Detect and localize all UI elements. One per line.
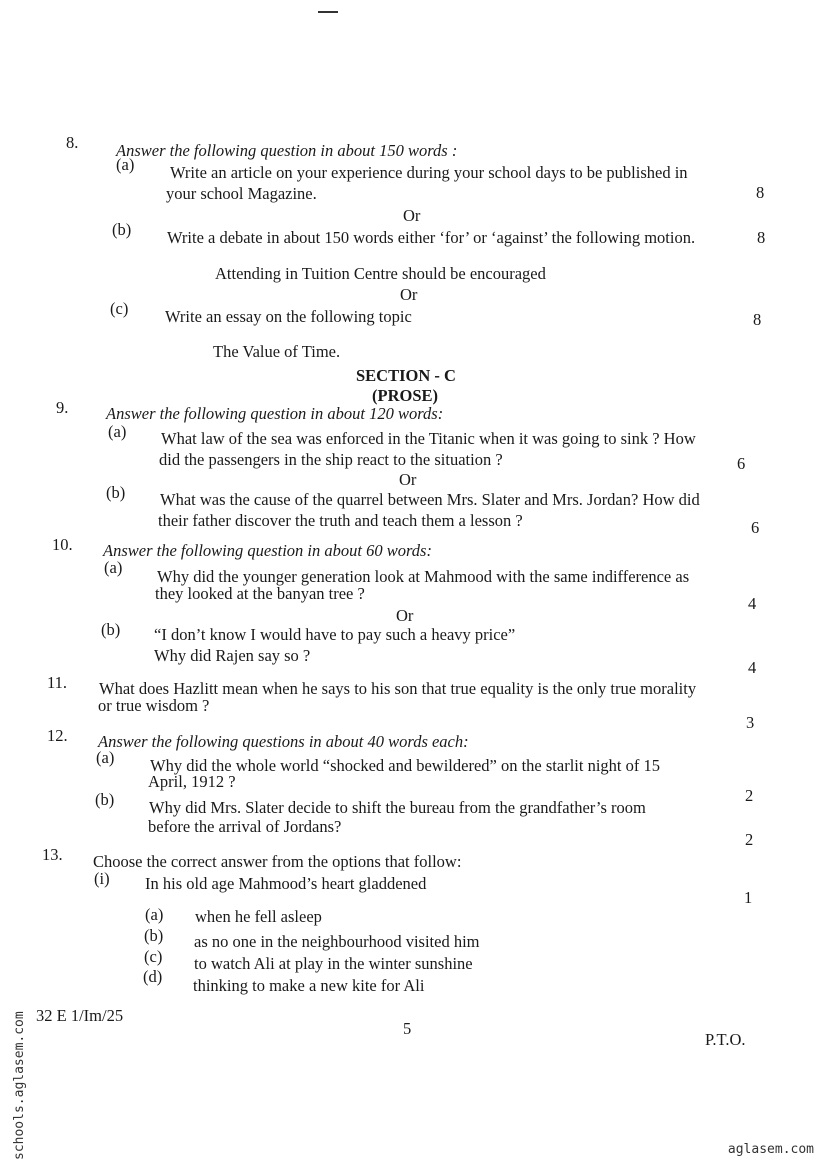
option-label: (c) [110,299,129,318]
essay-topic: The Value of Time. [213,342,341,361]
question-text: they looked at the banyan tree ? [155,584,365,603]
question-text: Choose the correct answer from the options that follow: [93,852,462,871]
question-instruction: Answer the following question in about 60 words: [103,541,432,560]
question-text: What does Hazlitt mean when he says to his son that true equality is the only true morality [99,679,697,698]
question-number: 10. [52,535,73,554]
option-label: (b) [95,790,115,809]
option-label: (b) [106,483,126,502]
question-text: In his old age Mahmood’s heart gladdened [145,874,427,893]
or-divider: Or [396,606,414,625]
side-watermark: schools.aglasem.com [12,1011,27,1160]
question-number: 9. [56,398,69,417]
question-text: did the passengers in the ship react to the situation ? [159,450,503,469]
option-text: thinking to make a new kite for Ali [193,976,425,995]
question-instruction: Answer the following questions in about 40 words each: [98,732,469,751]
marks: 4 [748,594,757,613]
question-text: Write an article on your experience during your school days to be published in [170,163,688,182]
option-label: (a) [104,558,123,577]
option-label: (i) [94,869,110,888]
question-text: or true wisdom ? [98,696,210,715]
question-text: Why did the whole world “shocked and bewildered” on the starlit night of 15 [150,756,660,775]
marks: 4 [748,658,757,677]
question-text: “I don’t know I would have to pay such a heavy price” [154,625,516,644]
pto-label: P.T.O. [705,1030,746,1049]
corner-watermark: aglasem.com [727,1142,814,1157]
option-label: (c) [144,947,163,966]
section-title: SECTION - C [356,366,456,385]
option-label: (d) [143,967,163,986]
marks: 6 [737,454,746,473]
or-divider: Or [403,206,421,225]
marks: 2 [745,830,754,849]
question-number: 12. [47,726,68,745]
debate-motion: Attending in Tuition Centre should be encouraged [215,264,546,283]
option-text: when he fell asleep [195,907,322,926]
question-instruction: Answer the following question in about 150 words : [116,141,458,160]
marks: 2 [745,786,754,805]
question-text: April, 1912 ? [148,772,236,791]
question-number: 8. [66,133,79,152]
marks: 1 [744,888,753,907]
paper-code: 32 E 1/Im/25 [36,1006,124,1025]
question-instruction: Answer the following question in about 120 words: [106,404,444,423]
question-number: 13. [42,845,63,864]
option-label: (b) [144,926,164,945]
top-mark [318,11,338,13]
marks: 8 [753,310,762,329]
option-label: (b) [101,620,121,639]
marks: 8 [756,183,765,202]
question-text: Write a debate in about 150 words either ‘for’ or ‘against’ the following motion. [167,228,696,247]
marks: 6 [751,518,760,537]
question-text: What was the cause of the quarrel between Mrs. Slater and Mrs. Jordan? How did [160,490,700,509]
option-label: (a) [96,748,115,767]
question-text: What law of the sea was enforced in the Titanic when it was going to sink ? How [161,429,696,448]
question-text: Why did Mrs. Slater decide to shift the bureau from the grandfather’s room [149,798,646,817]
option-label: (a) [145,905,164,924]
question-number: 11. [47,673,68,692]
question-text: before the arrival of Jordans? [148,817,342,836]
option-text: to watch Ali at play in the winter sunshine [194,954,473,973]
option-label: (b) [112,220,132,239]
or-divider: Or [399,470,417,489]
section-subtitle: (PROSE) [372,386,438,405]
option-label: (a) [108,422,127,441]
question-text: Write an essay on the following topic [165,307,412,326]
question-text: your school Magazine. [166,184,317,203]
marks: 3 [746,713,755,732]
question-text: their father discover the truth and teach them a lesson ? [158,511,523,530]
option-text: as no one in the neighbourhood visited him [194,932,480,951]
page-number: 5 [403,1019,412,1038]
question-text: Why did the younger generation look at Mahmood with the same indifference as [157,567,690,586]
or-divider: Or [400,285,418,304]
marks: 8 [757,228,766,247]
option-label: (a) [116,155,135,174]
question-text: Why did Rajen say so ? [154,646,311,665]
